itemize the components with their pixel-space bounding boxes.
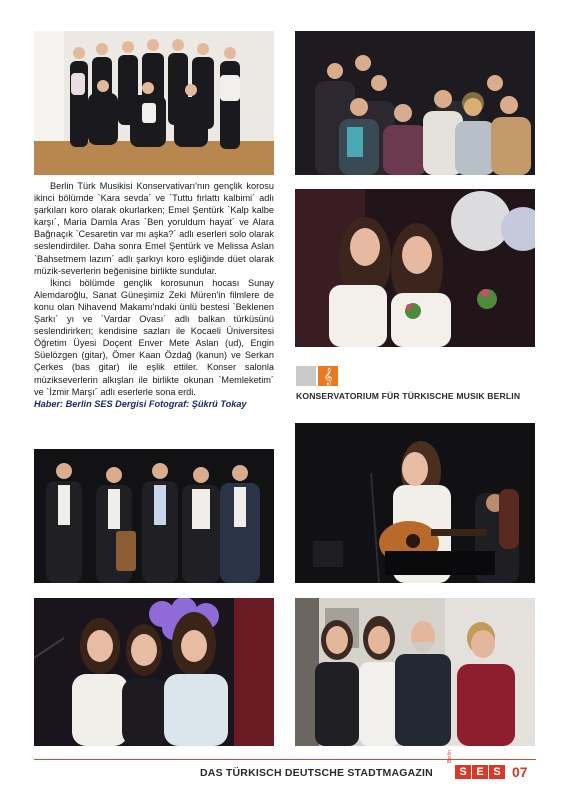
photo-musicians-group	[34, 449, 274, 583]
treble-clef-icon: 𝄞	[318, 366, 338, 386]
brand-letter: E	[472, 765, 488, 779]
article-paragraph: Berlin Türk Musikisi Konservativarı'nın gençlik korosu ikinci bölümde `Kara sevda´ ve `Tuttu fırlattı kalbimi´ adlı şarkıları koro olarak okurlarken; Emel Şentürk `Kalp kalbe karşı´, Maria Damla Aras `Ben yoruldum hayat´ ve Alara Bağrıaçık `Cesaretin var mı aşka?´ adlı eserleri solo olarak seslendirdiler. Daha sonra Emel Şentürk ve Melissa Aslan `Bahsetmem lazım´ adlı şarkıyı koro eşliğinde düet olarak müzik-severlerin beğenisine birlikte sundular.	[34, 181, 274, 276]
page-number: 07	[512, 764, 528, 780]
conservatory-logo	[296, 366, 536, 402]
photo-three-women	[34, 598, 274, 746]
logo-text: KONSERVATORIUM FÜR TÜRKISCHE MUSIK BERLIN	[296, 391, 521, 401]
brand-letter: S	[455, 765, 471, 779]
footer-divider	[34, 759, 536, 760]
photo-girl-guitar	[295, 423, 535, 583]
logo-grey-square	[296, 366, 316, 386]
brand-berlin-label: Berlin	[447, 750, 453, 763]
photo-youth-choir-group	[34, 31, 274, 175]
article-body	[34, 180, 274, 410]
brand-letter: S	[489, 765, 505, 779]
photo-credit: Haber: Berlin SES Dergisi Fotograf: Şükrü Tokay	[34, 398, 247, 409]
photo-two-girls-balloons	[295, 189, 535, 347]
brand-logo	[455, 765, 505, 779]
article-paragraph: İkinci bölümde gençlik korosunun hocası Sunay Alemdaroğlu, Sanat Güneşimiz Zeki Müren'in filmlere de konu olan Nihavend Makamı'ndaki ünlü bestesi `Beklenen Şarkı´ yı ve `Vardar Ovası´ adlı balkan türküsünü seslendirirken; kendisine sazları ile Kocaeli Üniversitesi Öğretim Üyesi Doçent Enver Mete Aslan (ud), Engin Süelözgen (gitar), Ömer Kaan Özdağ (kanun) ve Serkan Çerkes (bas gitar) ile eşlik ettiler. Konser salonla müzikseverlerin alkışları ile birlikte okunan `Memleketim´ ve `İzmir Marşı´ adlı eserlerle sona erdi.	[34, 277, 274, 397]
photo-gallery-group	[295, 598, 535, 746]
photo-audience-group	[295, 31, 535, 175]
magazine-title: DAS TÜRKISCH DEUTSCHE STADTMAGAZIN	[200, 767, 433, 779]
